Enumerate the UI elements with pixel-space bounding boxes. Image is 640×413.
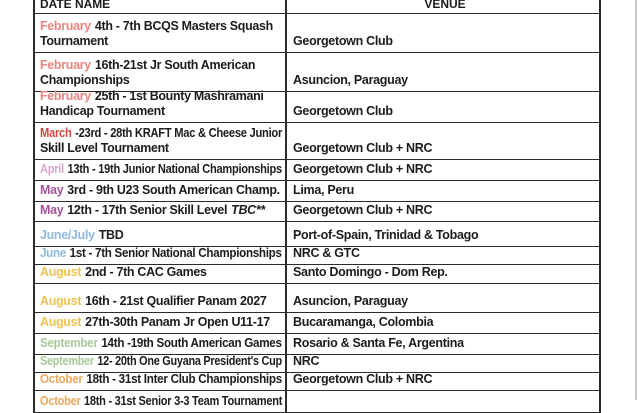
event-name-cell (35, 265, 287, 283)
event-name-cell (35, 160, 287, 180)
venue-cell (287, 355, 599, 372)
event-name-line1 (40, 394, 283, 409)
event-month-label: October (40, 372, 83, 386)
event-name-cell (35, 334, 287, 354)
event-date-text: 27th-30th Panam Jr Open U11-17 (85, 315, 270, 329)
venue-cell (287, 391, 599, 412)
table-row (35, 202, 599, 222)
venue-cell (287, 313, 599, 333)
event-name-line1 (40, 89, 282, 104)
venue-cell (287, 92, 599, 122)
header-venue-label: VENUE (424, 0, 466, 11)
event-month-label: August (40, 315, 82, 329)
event-date-text: 14th -19th South American Games (101, 336, 282, 350)
event-month-label: May (40, 203, 64, 217)
venue-text: Georgetown Club + NRC (293, 203, 433, 217)
event-name-line1 (40, 294, 282, 309)
table-row (35, 123, 599, 160)
page-edge-line (635, 0, 637, 400)
event-name-line2: Skill Level Tournament (40, 141, 169, 155)
event-tbc-note: TBC** (231, 203, 265, 217)
event-name-line1 (40, 315, 282, 330)
event-name-line2: Tournament (40, 34, 109, 48)
event-month-label: September (40, 354, 94, 368)
venue-text: NRC (293, 354, 320, 368)
event-month-label: February (40, 19, 91, 33)
event-name-line1 (40, 183, 282, 198)
event-name-cell (35, 391, 287, 412)
venue-text: Georgetown Club + NRC (293, 162, 433, 176)
event-month-label: February (40, 89, 91, 103)
venue-cell (287, 334, 599, 354)
event-name-line1 (40, 372, 282, 387)
venue-cell (287, 123, 599, 159)
event-name-cell (35, 313, 287, 333)
event-name-line2: Handicap Tournament (40, 104, 165, 118)
event-name-line1 (40, 265, 282, 280)
event-name-cell (35, 14, 287, 52)
event-name-cell (35, 222, 287, 246)
event-date-text: 16th - 21st Qualifier Panam 2027 (85, 294, 267, 308)
event-date-text: 2nd - 7th CAC Games (85, 265, 207, 279)
event-month-label: October (40, 394, 81, 408)
event-name-line1 (40, 162, 282, 177)
table-row (35, 222, 599, 247)
venue-cell (287, 14, 599, 52)
event-name-line1 (40, 354, 282, 369)
table-row (35, 160, 599, 181)
event-name-cell (35, 373, 287, 390)
header-date-name-cell (35, 0, 287, 13)
event-name-line2: Championships (40, 73, 130, 87)
event-name-cell (35, 123, 287, 159)
venue-text: Asuncion, Paraguay (293, 294, 408, 308)
event-name-line1 (40, 126, 283, 141)
event-date-text: 13th - 19th Junior National Championships (67, 162, 282, 176)
schedule-table (33, 0, 601, 413)
event-name-cell (35, 284, 287, 312)
venue-cell (287, 160, 599, 180)
venue-cell (287, 373, 599, 390)
table-row (35, 53, 599, 92)
event-name-cell (35, 355, 287, 372)
table-row (35, 313, 599, 334)
venue-cell (287, 284, 599, 312)
event-name-cell (35, 181, 287, 201)
venue-cell (287, 202, 599, 221)
table-row (35, 181, 599, 202)
event-date-text: 18th - 31st Inter Club Championships (86, 372, 282, 386)
event-date-text: 25th - 1st Bounty Mashramani (94, 89, 264, 103)
event-month-label: June (40, 246, 66, 260)
event-name-line1 (40, 246, 282, 261)
venue-text: Georgetown Club (293, 104, 393, 118)
table-row (35, 391, 599, 413)
venue-text: Bucaramanga, Colombia (293, 315, 434, 329)
event-month-label: March (40, 126, 72, 140)
table-row (35, 89, 599, 123)
event-month-label: April (40, 162, 64, 176)
venue-cell (287, 222, 599, 246)
event-name-cell (35, 202, 287, 221)
event-name-line1 (40, 19, 282, 34)
event-name-line1 (40, 58, 282, 73)
venue-cell (287, 53, 599, 91)
venue-cell (287, 247, 599, 264)
table-row (35, 373, 599, 391)
event-month-label: February (40, 58, 91, 72)
event-name-line1 (40, 203, 282, 218)
header-venue-cell (287, 0, 599, 13)
event-month-label: August (40, 294, 82, 308)
venue-cell (287, 265, 599, 283)
table-header-row (35, 0, 599, 14)
venue-text: Lima, Peru (293, 183, 354, 197)
event-month-label: August (40, 265, 82, 279)
event-name-cell (35, 53, 287, 91)
event-name-cell (35, 247, 287, 264)
event-date-text: 12th - 17th Senior Skill Level (67, 203, 228, 217)
venue-text: Port-of-Spain, Trinidad & Tobago (293, 228, 479, 242)
event-name-line1 (40, 228, 282, 243)
venue-text: NRC & GTC (293, 246, 360, 260)
event-date-text: 4th - 7th BCQS Masters Squash (94, 19, 273, 33)
venue-text: Asuncion, Paraguay (293, 73, 408, 87)
event-month-label: May (40, 183, 64, 197)
event-month-label: September (40, 336, 98, 350)
venue-text: Georgetown Club + NRC (293, 141, 433, 155)
venue-cell (287, 181, 599, 201)
venue-text: Rosario & Santa Fe, Argentina (293, 336, 464, 350)
header-date-name-label: DATE NAME (40, 0, 111, 11)
table-row (35, 247, 599, 265)
event-name-line1 (40, 336, 282, 351)
table-row (35, 14, 599, 53)
table-row (35, 334, 599, 355)
venue-text: Georgetown Club + NRC (293, 372, 433, 386)
table-row (35, 265, 599, 284)
table-row (35, 355, 599, 373)
venue-text: Santo Domingo - Dom Rep. (293, 265, 448, 279)
event-date-text: -23rd - 28th KRAFT Mac & Cheese Junior (75, 126, 283, 140)
event-date-text: 16th-21st Jr South American (94, 58, 256, 72)
event-date-text: 1st - 7th Senior National Championships (69, 246, 282, 260)
table-row (35, 284, 599, 313)
venue-text: Georgetown Club (293, 34, 393, 48)
event-month-label: June/July (40, 228, 95, 242)
event-date-text: TBD (98, 228, 124, 242)
event-name-cell (35, 89, 287, 122)
event-date-text: 12- 20th One Guyana President's Cup (97, 354, 282, 368)
event-date-text: 18th - 31st Senior 3-3 Team Tournament (84, 394, 283, 408)
event-date-text: 3rd - 9th U23 South American Champ. (67, 183, 280, 197)
